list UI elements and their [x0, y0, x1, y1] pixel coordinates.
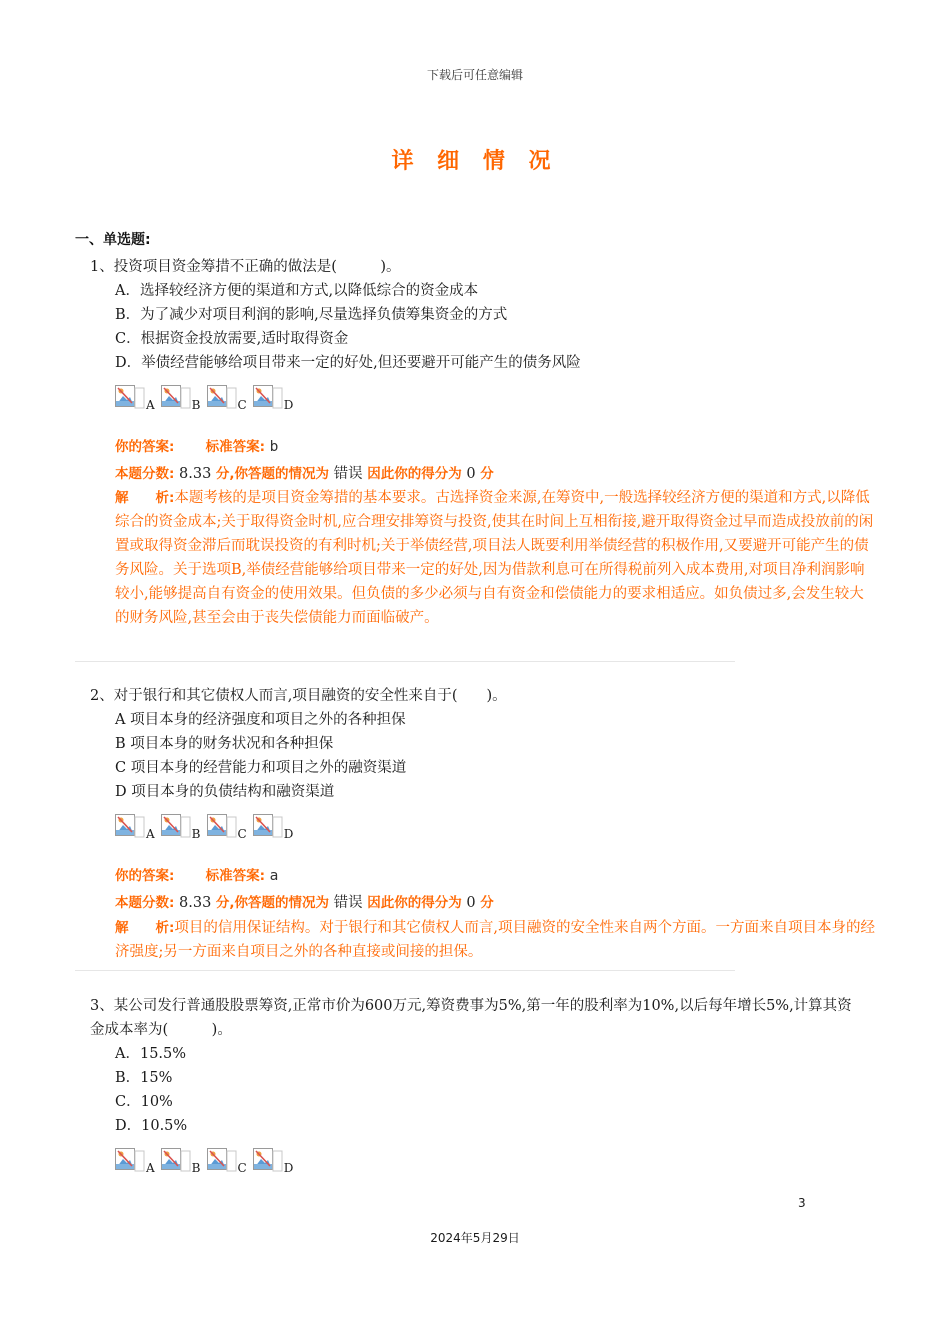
option-a: A 项目本身的经济强度和项目之外的各种担保 — [115, 712, 406, 728]
option-b: B．15% — [115, 1070, 173, 1086]
choice-a[interactable]: A — [115, 814, 155, 838]
choice-a[interactable]: A — [115, 1148, 155, 1172]
document-title: 详 细 情 况 — [391, 149, 559, 174]
broken-image-icon — [207, 385, 237, 409]
footer-date: 2024年5月29日 — [430, 1231, 520, 1245]
page-number: 3 — [798, 1196, 806, 1210]
option-b: B 项目本身的财务状况和各种担保 — [115, 736, 334, 752]
choice-b[interactable]: B — [161, 385, 201, 409]
answer-choices — [115, 1142, 299, 1175]
answer-line: 你的答案: 标准答案: b — [115, 439, 279, 455]
score-value: 8.33 — [179, 895, 212, 911]
choice-d[interactable]: D — [253, 385, 294, 409]
divider — [75, 970, 735, 971]
question-stem: 1、投资项目资金筹措不正确的做法是( )。 — [90, 259, 401, 275]
option-c: C．10% — [115, 1094, 173, 1110]
points-value: 0 — [466, 895, 476, 911]
choice-a[interactable]: A — [115, 385, 155, 409]
broken-image-icon — [161, 385, 191, 409]
answer-line: 你的答案: 标准答案: a — [115, 868, 279, 884]
answer-choices — [115, 379, 299, 412]
divider — [75, 661, 735, 662]
analysis: 解 析:项目的信用保证结构。对于银行和其它债权人而言,项目融资的安全性来自两个方面。一方面来自项目本身的经济强度;另一方面来自项目之外的各种直接或间接的担保。 — [115, 920, 876, 960]
choice-b[interactable]: B — [161, 1148, 201, 1172]
broken-image-icon — [115, 1148, 145, 1172]
choice-c[interactable]: C — [207, 385, 247, 409]
score-line: 本题分数: 8.33 分,你答题的情况为 错误 因此你的得分为 0 分 — [115, 895, 494, 911]
option-c: C．根据资金投放需要,适时取得资金 — [115, 331, 349, 347]
section-heading: 一、单选题: — [75, 232, 151, 248]
analysis-text: 项目的信用保证结构。对于银行和其它债权人而言,项目融资的安全性来自两个方面。一方面来自项目本身的经济强度;另一方面来自项目之外的各种直接或间接的担保。 — [115, 920, 876, 960]
standard-answer: a — [269, 868, 279, 884]
answer-choices — [115, 808, 299, 841]
score-value: 8.33 — [179, 466, 212, 482]
choice-c[interactable]: C — [207, 1148, 247, 1172]
option-c: C 项目本身的经营能力和项目之外的融资渠道 — [115, 760, 407, 776]
broken-image-icon — [207, 1148, 237, 1172]
score-line: 本题分数: 8.33 分,你答题的情况为 错误 因此你的得分为 0 分 — [115, 466, 494, 482]
broken-image-icon — [161, 1148, 191, 1172]
broken-image-icon — [115, 814, 145, 838]
analysis-text: 本题考核的是项目资金筹措的基本要求。古选择资金来源,在筹资中,一般选择较经济方便的渠道和方式,以降低综合的资金成本;关于取得资金时机,应合理安排筹资与投资,使其在时间上互相衔接,避开取得资金过早而造成投放前的闲置或取得资金滞后而耽误投资的有利时机;关于举债经营,项目法人既要利用举债经营的积极作用,又要避开可能产生的债务风险。关于选项B,举债经营能够给项目带来一定的好处,因为借款利息可在所得税前列入成本费用,对项目净利润影响较小,能够提高自有资金的使用效果。但负债的多少必须与自有资金和偿债能力的要求相适应。如负债过多,会发生较大的财务风险,甚至会由于丧失偿债能力而面临破产。 — [115, 490, 874, 626]
option-a: A．15.5% — [115, 1046, 187, 1062]
choice-b[interactable]: B — [161, 814, 201, 838]
broken-image-icon — [253, 1148, 283, 1172]
points-value: 0 — [466, 466, 476, 482]
result-value: 错误 — [333, 895, 363, 911]
question-stem: 2、对于银行和其它债权人而言,项目融资的安全性来自于( )。 — [90, 688, 507, 704]
question-stem: 3、某公司发行普通股股票筹资,正常市价为600万元,筹资费事为5%,第一年的股利率为10%,以后每年增长5%,计算其资金成本率为( )。 — [90, 998, 852, 1038]
choice-d[interactable]: D — [253, 1148, 294, 1172]
broken-image-icon — [161, 814, 191, 838]
broken-image-icon — [253, 385, 283, 409]
standard-answer: b — [269, 439, 279, 455]
broken-image-icon — [207, 814, 237, 838]
result-value: 错误 — [333, 466, 363, 482]
header-note: 下载后可任意编辑 — [426, 68, 523, 82]
option-d: D．10.5% — [115, 1118, 188, 1134]
broken-image-icon — [115, 385, 145, 409]
option-b: B．为了减少对项目利润的影响,尽量选择负债筹集资金的方式 — [115, 307, 508, 323]
choice-d[interactable]: D — [253, 814, 294, 838]
option-d: D．举债经营能够给项目带来一定的好处,但还要避开可能产生的债务风险 — [115, 355, 581, 371]
broken-image-icon — [253, 814, 283, 838]
analysis: 解 析:本题考核的是项目资金筹措的基本要求。古选择资金来源,在筹资中,一般选择较经济方便的渠道和方式,以降低综合的资金成本;关于取得资金时机,应合理安排筹资与投资,使其在时间上互相衔接,避开取得资金过早而造成投放前的闲置或取得资金滞后而耽误投资的有利时机;关于举债经营,项目法人既要利用举债经营的积极作用,又要避开可能产生的债务风险。关于选项B,举债经营能够给项目带来一定的好处,因为借款利息可在所得税前列入成本费用,对项目净利润影响较小,能够提高自有资金的使用效果。但负债的多少必须与自有资金和偿债能力的要求相适应。如负债过多,会发生较大的财务风险,甚至会由于丧失偿债能力而面临破产。 — [115, 490, 874, 626]
option-d: D 项目本身的负债结构和融资渠道 — [115, 784, 335, 800]
option-a: A．选择较经济方便的渠道和方式,以降低综合的资金成本 — [115, 283, 479, 299]
choice-c[interactable]: C — [207, 814, 247, 838]
